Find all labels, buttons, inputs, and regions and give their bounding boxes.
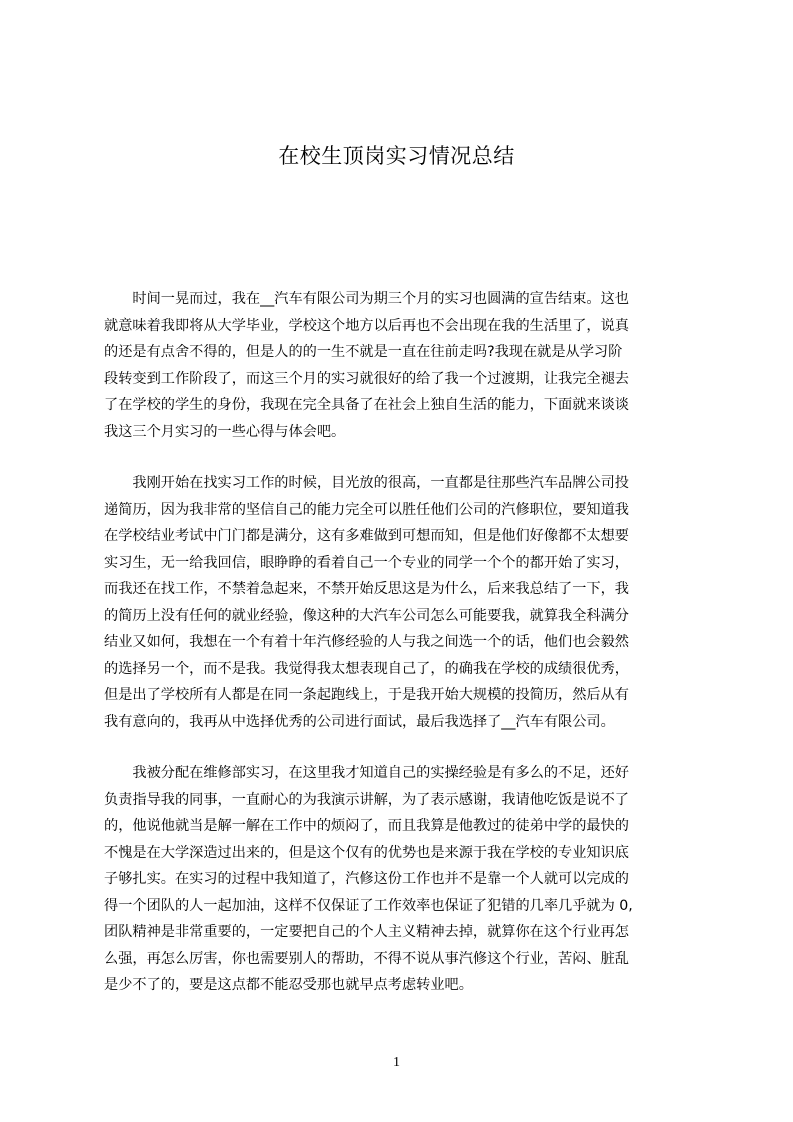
text-line: 得一个团队的人一起加油，这样不仅保证了工作效率也保证了犯错的几率几乎就为 0, (104, 897, 633, 914)
text-line: 递简历，因为我非常的坚信自己的能力完全可以胜任他们公司的汽修职位，要知道我 (104, 501, 629, 518)
text-line: 的，他说他就当是解一解在工作中的烦闷了，而且我算是他教过的徒弟中学的最快的 (104, 818, 629, 834)
text-line: 结业又如何，我想在一个有着十年汽修经验的人与我之间选一个的话，他们也会毅然 (104, 634, 629, 650)
text-line: 不愧是在大学深造过出来的，但是这个仅有的优势也是来源于我在学校的专业知识底 (104, 844, 629, 861)
text-line: 我被分配在维修部实习，在这里我才知道自己的实操经验是有多么的不足，还好 (104, 765, 629, 781)
text-line: 团队精神是非常重要的，一定要把自己的个人主义精神去掉，就算你在这个行业再怎 (104, 924, 629, 940)
text-line: 而我还在找工作，不禁着急起来，不禁开始反思这是为什么，后来我总结了一下，我 (104, 581, 629, 597)
text-line: 么强，再怎么厉害，你也需要别人的帮助，不得不说从事汽修这个行业，苦闷、脏乱 (104, 950, 629, 967)
paragraph-3 (104, 760, 699, 999)
text-line: 的简历上没有任何的就业经验，像这种的大汽车公司怎么可能要我，就算我全科满分 (104, 607, 629, 624)
text-line: 我有意向的，我再从中选择优秀的公司进行面试，最后我选择了__汽车有限公司。 (104, 713, 615, 730)
text-line: 我这三个月实习的一些心得与体会吧。 (104, 423, 346, 440)
text-line: 段转变到工作阶段了，而这三个月的实习就很好的给了我一个过渡期，让我完全褪去 (104, 370, 629, 387)
text-line: 子够扎实。在实习的过程中我知道了，汽修这份工作也并不是靠一个人就可以完成的 (104, 871, 629, 887)
page-number: 1 (393, 1055, 400, 1070)
text-line: 是少不了的，要是这点都不能忍受那也就早点考虑转业吧。 (104, 977, 473, 993)
paragraph-2 (104, 470, 699, 735)
text-line: 了在学校的学生的身份，我现在完全具备了在社会上独自生活的能力，下面就来谈谈 (104, 397, 629, 413)
document-title: 在校生顶岗实习情况总结 (278, 144, 515, 168)
text-line: 在学校结业考试中门门都是满分，这有多难做到可想而知，但是他们好像都不太想要 (104, 528, 629, 544)
paragraph-1 (104, 286, 699, 445)
document-body (104, 286, 699, 1024)
text-line: 就意味着我即将从大学毕业，学校这个地方以后再也不会出现在我的生活里了，说真 (104, 317, 629, 334)
text-line: 但是出了学校所有人都是在同一条起跑线上，于是我开始大规模的投简历，然后从有 (104, 687, 629, 703)
text-line: 的选择另一个，而不是我。我觉得我太想表现自己了，的确我在学校的成绩很优秀， (104, 660, 629, 677)
text-line: 负责指导我的同事，一直耐心的为我演示讲解，为了表示感谢，我请他吃饭是说不了 (104, 791, 629, 808)
text-line: 我刚开始在找实习工作的时候，目光放的很高，一直都是往那些汽车品牌公司投 (104, 475, 629, 491)
text-line: 的还是有点舍不得的，但是人的的一生不就是一直在往前走吗?我现在就是从学习阶 (104, 344, 623, 360)
text-line: 时间一晃而过，我在__汽车有限公司为期三个月的实习也圆满的宣告结束。这也 (104, 291, 629, 307)
text-line: 实习生，无一给我回信，眼睁睁的看着自己一个专业的同学一个个的都开始了实习， (104, 554, 629, 571)
